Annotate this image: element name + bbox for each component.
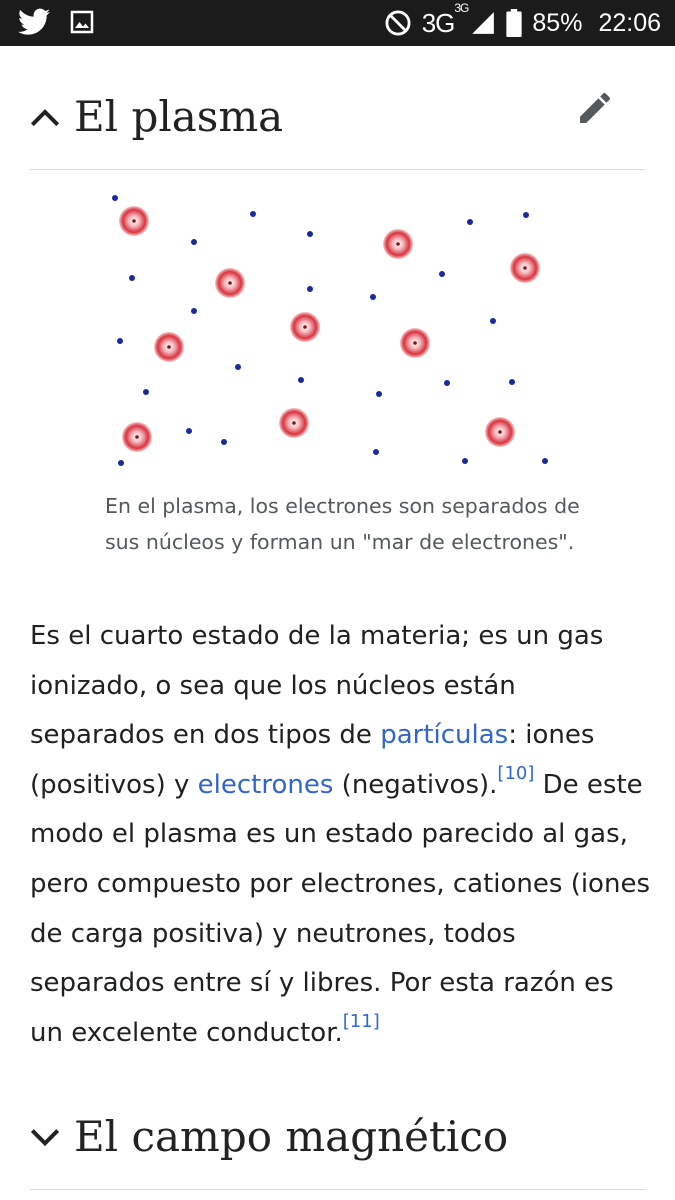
ion-particle [485,417,515,447]
link-electrones[interactable]: electrones [197,769,334,800]
network-type: $3G^{3G}$ [421,0,469,38]
reference-11[interactable]: [11] [342,1011,380,1033]
chevron-down-icon[interactable] [30,1122,60,1152]
status-bar [0,0,675,46]
battery-percent: 85% [532,8,583,37]
electron-dot [307,286,313,292]
electron-dot [112,195,118,201]
electron-dot [542,458,548,464]
electron-dot [221,439,227,445]
battery-icon [506,9,522,37]
electron-dot [370,294,376,300]
ion-particle [510,253,540,283]
ion-particle [279,408,309,438]
ion-particle [122,422,152,452]
pencil-edit-icon[interactable] [575,88,615,128]
electron-dot [235,364,241,370]
electron-dot [523,212,529,218]
section-divider [30,1189,645,1190]
electron-dot [298,377,304,383]
electron-dot [444,380,450,386]
electron-dot [191,239,197,245]
electron-dot [186,428,192,434]
electron-dot [307,231,313,237]
section-header-el-campo-magnetico[interactable] [30,1112,645,1161]
electron-dot [143,389,149,395]
plasma-illustration[interactable] [105,190,565,475]
ion-particle [290,312,320,342]
link-particulas[interactable]: partículas [380,720,509,751]
section-header-el-plasma[interactable] [30,92,645,141]
ion-particle [215,268,245,298]
electron-dot [462,458,468,464]
electron-dot [129,275,135,281]
clock: 22:06 [598,8,661,37]
section-title: El campo magnético [74,1112,509,1161]
electron-dot [373,449,379,455]
electron-dot [439,271,445,277]
do-not-disturb-icon [384,9,412,37]
twitter-icon [18,8,50,36]
ion-particle [383,229,413,259]
electron-dot [467,219,473,225]
ion-particle [119,206,149,236]
ion-particle [154,332,184,362]
electron-dot [191,308,197,314]
electron-dot [117,338,123,344]
electron-dot [490,318,496,324]
signal-icon [470,10,496,36]
body-paragraph: Es el cuarto estado de la materia; es un gas ionizado, o sea que los núcleos están separados en dos tipos de partículas: iones (positivos) y electrones (negativos).[10] De este modo el plasma es un estado parecido al gas, pero compuesto por electrones, cationes (iones de carga positiva) y neutrones, todos separados entre sí y libres. Por esta razón es un excelente conductor.[11] [30,621,650,1048]
electron-dot [118,460,124,466]
image-icon [70,10,94,34]
electron-dot [376,391,382,397]
ions [119,206,540,452]
figure-caption: En el plasma, los electrones son separados de sus núcleos y forman un "mar de electrones". [105,494,580,554]
section-divider [30,169,645,170]
electron-dot [250,211,256,217]
electron-dot [509,379,515,385]
reference-10[interactable]: [10] [497,763,535,785]
chevron-up-icon[interactable] [30,102,60,132]
electrons [112,195,548,466]
ion-particle [400,328,430,358]
section-title: El plasma [74,92,284,141]
